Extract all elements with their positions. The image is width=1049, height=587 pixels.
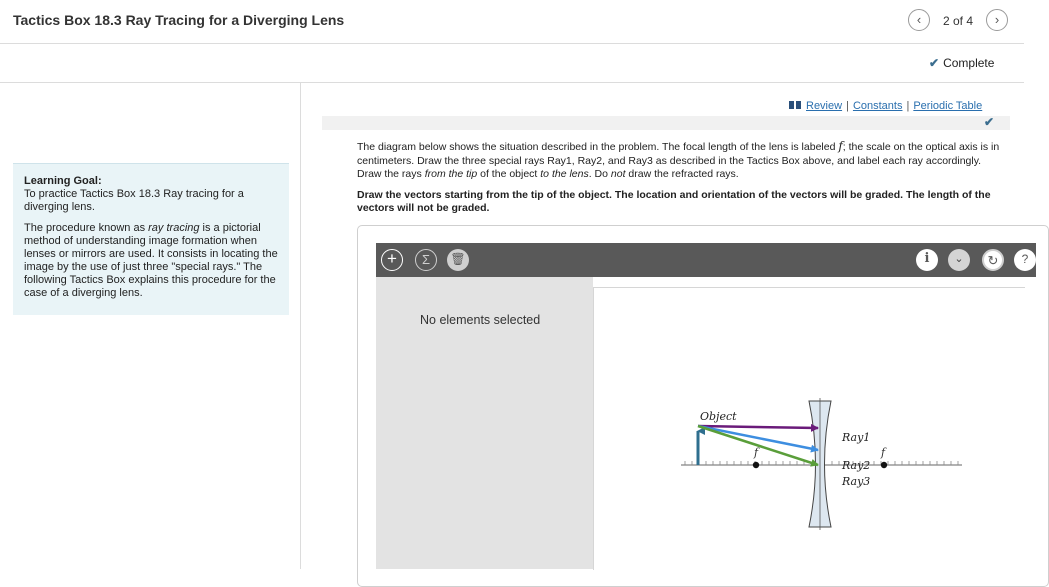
previous-button[interactable] [908, 9, 930, 31]
link-separator: | [846, 100, 849, 112]
instruction-text: ; the scale on the optical axis is in centimeters. Draw the three special rays Ray1, Ray2, and Ray3 as described in the Tactics Box above, and label each ray accordingly. Draw the rays [357, 141, 1000, 180]
chevron-right-icon: › [994, 12, 1000, 27]
ray1-label: Ray1 [842, 431, 871, 444]
menu-dropdown-button[interactable] [948, 249, 970, 271]
learning-goal-box [13, 163, 289, 315]
link-separator: | [906, 100, 910, 112]
ray2-label: Ray2 [842, 459, 871, 472]
instruction-text: of the object [477, 168, 541, 180]
left-panel [0, 83, 301, 569]
instruction-text: draw the refracted rays. [625, 168, 739, 180]
part-status-bar [322, 116, 1010, 130]
sum-vectors-button[interactable] [415, 249, 437, 271]
object-label: Object [700, 410, 737, 423]
focal-length-symbol: f [838, 139, 843, 153]
next-button[interactable] [986, 9, 1008, 31]
book-icon [789, 101, 801, 109]
info-icon: i [924, 251, 930, 266]
help-button[interactable] [1014, 249, 1036, 271]
widget-toolbar [376, 243, 1036, 277]
instruction-paragraph [357, 140, 1007, 182]
plus-icon: + [387, 249, 397, 268]
reset-icon: ↻ [987, 253, 999, 268]
checkmark-icon: ✔ [929, 56, 940, 70]
description-emphasis: ray tracing [148, 222, 200, 234]
add-vector-button[interactable] [381, 249, 403, 271]
chevron-left-icon: ‹ [916, 12, 922, 27]
complete-status [929, 56, 994, 70]
page-title: Tactics Box 18.3 Ray Tracing for a Diverging Lens [13, 12, 345, 28]
periodic-table-link[interactable]: Periodic Table [913, 100, 983, 112]
description-text: is a pictorial method of understanding image formation when lenses or mirrors are used. It consists in locating the image by the use of just three "special rays." The following Tactics Box explains this procedure for the case of a diverging lens. [24, 222, 278, 299]
instructions [357, 140, 1007, 223]
complete-label: Complete [943, 56, 995, 70]
resource-links [789, 100, 982, 112]
ray1-vector[interactable] [698, 426, 818, 428]
header [0, 0, 1024, 44]
focal-point-right [881, 462, 887, 468]
chevron-down-icon: ⌄ [954, 253, 964, 265]
reset-button[interactable] [982, 249, 1004, 271]
instruction-emphasis: to the lens [540, 168, 589, 180]
review-link[interactable]: Review [806, 100, 843, 112]
focal-label-left: f [754, 446, 759, 459]
ray3-label: Ray3 [842, 475, 871, 488]
selection-message: No elements selected [420, 313, 541, 327]
constants-link[interactable]: Constants [852, 100, 903, 112]
pager-text: 2 of 4 [943, 14, 974, 28]
focal-label-right: f [881, 446, 886, 459]
description-text: The procedure known as [24, 222, 149, 234]
delete-button[interactable] [447, 249, 469, 271]
learning-goal-heading: Learning Goal: [24, 175, 102, 187]
info-button[interactable] [916, 249, 938, 271]
trash-icon: 🗑 [450, 252, 466, 266]
grading-note: Draw the vectors starting from the tip of the object. The location and orientation of the vectors will be graded. The length of the vectors will not be graded. [357, 188, 991, 214]
selection-panel [376, 277, 593, 569]
ray-diagram [594, 288, 1025, 570]
status-bar [0, 44, 1024, 83]
ray-tracing-description [24, 222, 279, 300]
sigma-icon: Σ [421, 252, 431, 267]
checkmark-icon: ✔ [983, 115, 994, 129]
learning-goal-text: To practice Tactics Box 18.3 Ray tracing for a diverging lens. [24, 188, 244, 213]
focal-point-left [753, 462, 759, 468]
instruction-emphasis: not [610, 168, 626, 180]
drawing-canvas[interactable] [593, 287, 1025, 570]
instruction-text: . Do [588, 168, 611, 180]
learning-goal [24, 175, 279, 214]
instruction-emphasis: from the tip [424, 168, 478, 180]
help-icon: ? [1021, 252, 1029, 266]
instruction-text: The diagram below shows the situation described in the problem. The focal length of the lens is labeled [357, 141, 839, 153]
